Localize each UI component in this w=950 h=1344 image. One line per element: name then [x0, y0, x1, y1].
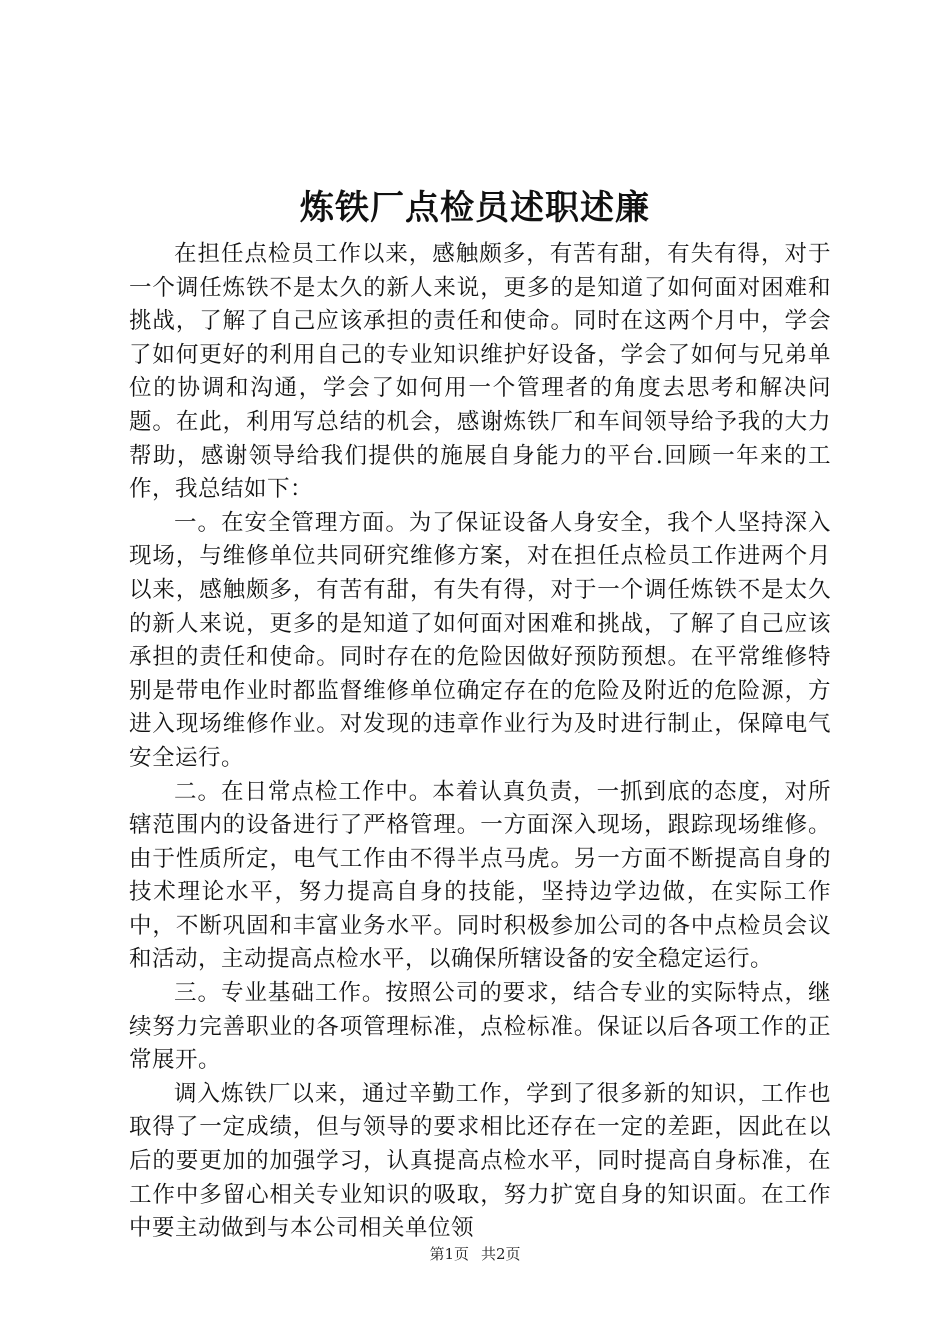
page-number: 第1页	[429, 1245, 469, 1263]
paragraph-daily-inspection: 二。在日常点检工作中。本着认真负责，一抓到底的态度，对所辖范围内的设备进行了严格管理。一方面深入现场，跟踪现场维修。由于性质所定，电气工作由不得半点马虎。另一方面不断提高自身的技术理论水平，努力提高自身的技能，坚持边学边做，在实际工作中，不断巩固和丰富业务水平。同时积极参加公司的各中点检员会议和活动，主动提高点检水平，以确保所辖设备的安全稳定运行。	[129, 778, 831, 973]
document-body	[129, 238, 831, 1246]
paragraph-conclusion: 调入炼铁厂以来，通过辛勤工作，学到了很多新的知识，工作也取得了一定成绩，但与领导的要求相比还存在一定的差距，因此在以后的要更加的加强学习，认真提高点检水平，同时提高自身标准，在工作中多留心相关专业知识的吸取，努力扩宽自身的知识面。在工作中要主动做到与本公司相关单位领	[129, 1080, 831, 1242]
document-title: 炼铁厂点检员述职述廉	[300, 188, 650, 228]
paragraph-safety: 一。在安全管理方面。为了保证设备人身安全，我个人坚持深入现场，与维修单位共同研究维修方案，对在担任点检员工作进两个月以来，感触颇多，有苦有甜，有失有得，对于一个调任炼铁不是太久的新人来说，更多的是知道了如何面对困难和挑战，了解了自己应该承担的责任和使命。同时存在的危险因做好预防预想。在平常维修特别是带电作业时都监督维修单位确定存在的危险及附近的危险源，方进入现场维修作业。对发现的违章作业行为及时进行制止，保障电气安全运行。	[129, 509, 831, 771]
page-footer	[0, 1243, 950, 1265]
page-total: 共2页	[481, 1245, 521, 1263]
paragraph-intro: 在担任点检员工作以来，感触颇多，有苦有甜，有失有得，对于一个调任炼铁不是太久的新人来说，更多的是知道了如何面对困难和挑战，了解了自己应该承担的责任和使命。同时在这两个月中，学会了如何更好的利用自己的专业知识维护好设备，学会了如何与兄弟单位的协调和沟通，学会了如何用一个管理者的角度去思考和解决问题。在此，利用写总结的机会，感谢炼铁厂和车间领导给予我的大力帮助，感谢领导给我们提供的施展自身能力的平台.回顾一年来的工作，我总结如下：	[129, 241, 831, 503]
paragraph-professional-basics: 三。专业基础工作。按照公司的要求，结合专业的实际特点，继续努力完善职业的各项管理标准，点检标准。保证以后各项工作的正常展开。	[129, 980, 831, 1074]
